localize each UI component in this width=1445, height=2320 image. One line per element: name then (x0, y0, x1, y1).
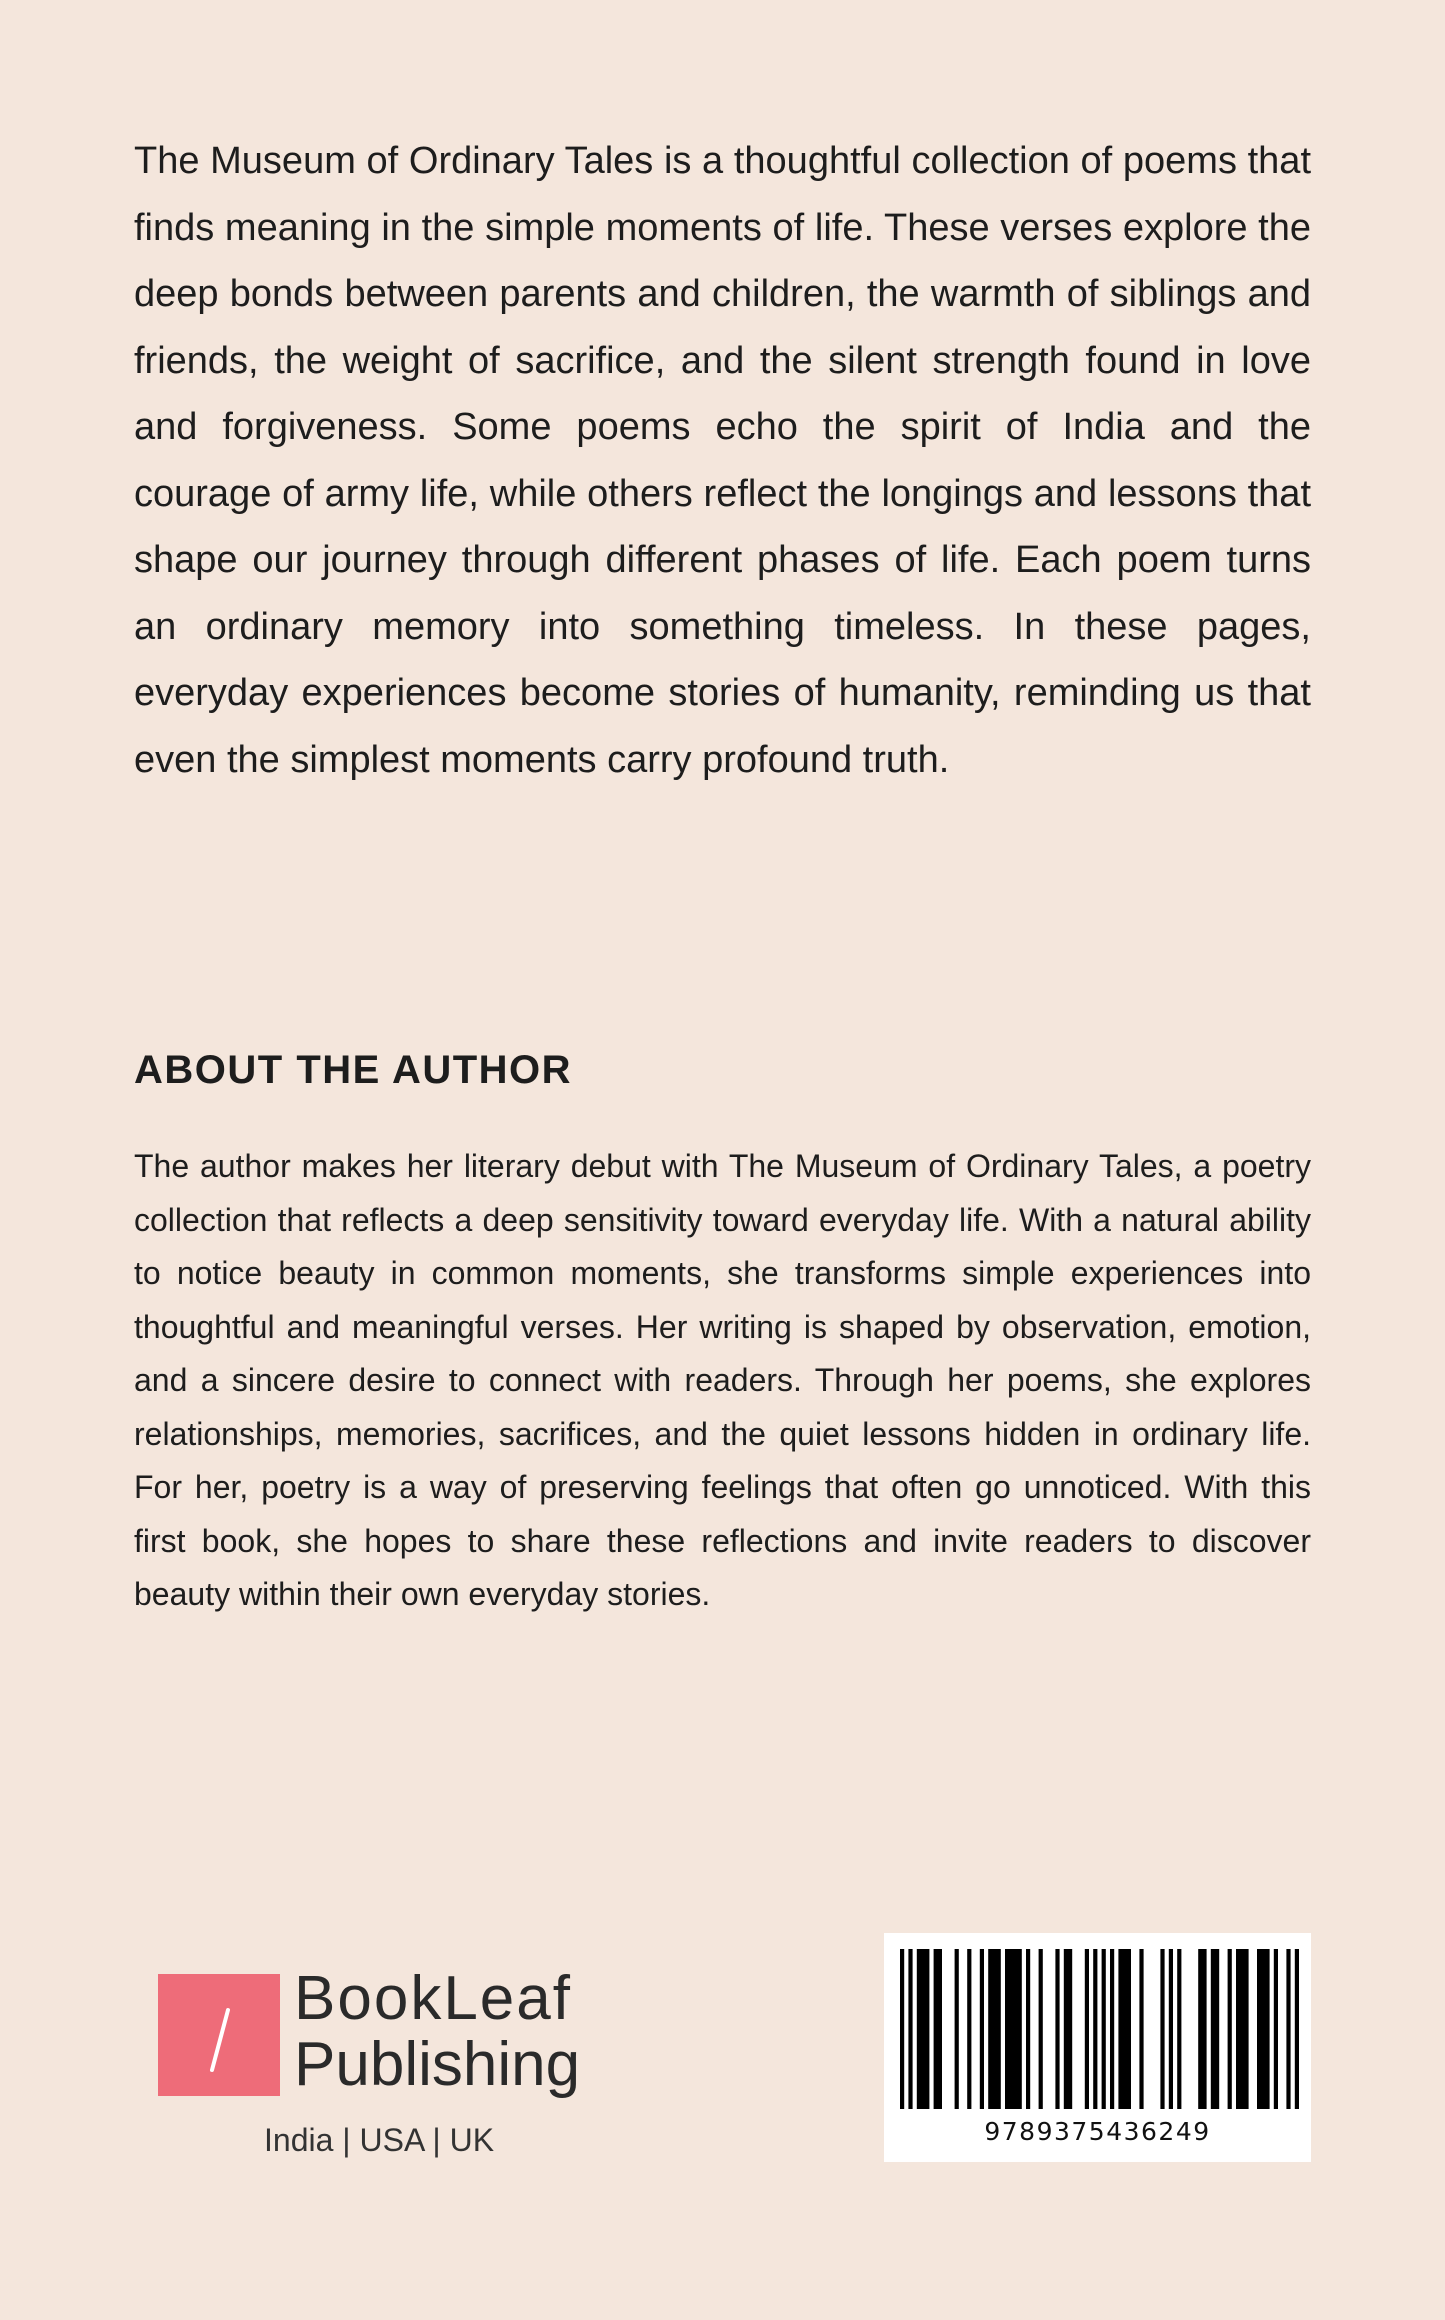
barcode-bar (900, 1949, 904, 2109)
barcode-bar (1177, 1949, 1181, 2109)
barcode-bar (1039, 1949, 1043, 2109)
barcode-bar (1286, 1949, 1290, 2109)
barcode-bar (1236, 1949, 1249, 2109)
barcode-bar (980, 1949, 984, 2109)
barcode-bar (1093, 1949, 1097, 2109)
barcode-bar (988, 1949, 1001, 2109)
barcode-bar (1139, 1949, 1143, 2109)
barcode-bar (1055, 1949, 1059, 2109)
barcode-bar (1085, 1949, 1089, 2109)
isbn-number: 9789375436249 (984, 2117, 1211, 2146)
barcode-bar (967, 1949, 971, 2109)
barcode-bar (1110, 1949, 1114, 2109)
barcode-bar (1102, 1949, 1106, 2109)
author-bio: The author makes her literary debut with The Museum of Ordinary Tales, a poetry collection that reflects a deep sensitivity toward everyday life. With a natural ability to notice beauty in common moments, she transforms simple experiences into thoughtful and meaningful verses. Her writing is shaped by observation, emotion, and a sincere desire to connect with readers. Through her poems, she explores relationships, memories, sacrifices, and the quiet lessons hidden in ordinary life. For her, poetry is a way of preserving feelings that often go unnoticed. With this first book, she hopes to share these reflections and invite readers to discover beauty within their own everyday stories. (134, 1148, 1311, 1612)
barcode-bar (1257, 1949, 1270, 2109)
barcode-bar (1118, 1949, 1131, 2109)
barcode-bars (884, 1933, 1311, 2117)
barcode-bar (934, 1949, 942, 2109)
about-author-heading: ABOUT THE AUTHOR (134, 1048, 573, 1092)
publisher-regions: India | USA | UK (264, 2122, 495, 2158)
publisher-logo (158, 1964, 618, 2170)
barcode-bar (1295, 1949, 1299, 2109)
barcode-bar (1026, 1949, 1030, 2109)
publisher-name-line2: Publishing (294, 2030, 581, 2099)
barcode-bar (1198, 1949, 1206, 2109)
barcode-bar (908, 1949, 912, 2109)
publisher-name-line1: BookLeaf (294, 1964, 572, 2033)
barcode-bar (1211, 1949, 1219, 2109)
barcode-bar (917, 1949, 930, 2109)
isbn-barcode (884, 1933, 1311, 2162)
barcode-bar (1005, 1949, 1022, 2109)
barcode-bar (1169, 1949, 1173, 2109)
barcode-bar (1228, 1949, 1232, 2109)
barcode-bar (955, 1949, 959, 2109)
barcode-bar (1160, 1949, 1164, 2109)
slash-logo-icon (158, 1974, 280, 2096)
barcode-bar (1274, 1949, 1278, 2109)
barcode-bar (1064, 1949, 1072, 2109)
book-blurb: The Museum of Ordinary Tales is a thoughtful collection of poems that finds meaning in the simple moments of life. These verses explore the deep bonds between parents and children, the warmth of siblings and friends, the weight of sacrifice, and the silent strength found in love and forgiveness. Some poems echo the spirit of India and the courage of army life, while others reflect the longings and lessons that shape our journey through different phases of life. Each poem turns an ordinary memory into something timeless. In these pages, everyday experiences become stories of humanity, reminding us that even the simplest moments carry profound truth. (134, 140, 1311, 781)
